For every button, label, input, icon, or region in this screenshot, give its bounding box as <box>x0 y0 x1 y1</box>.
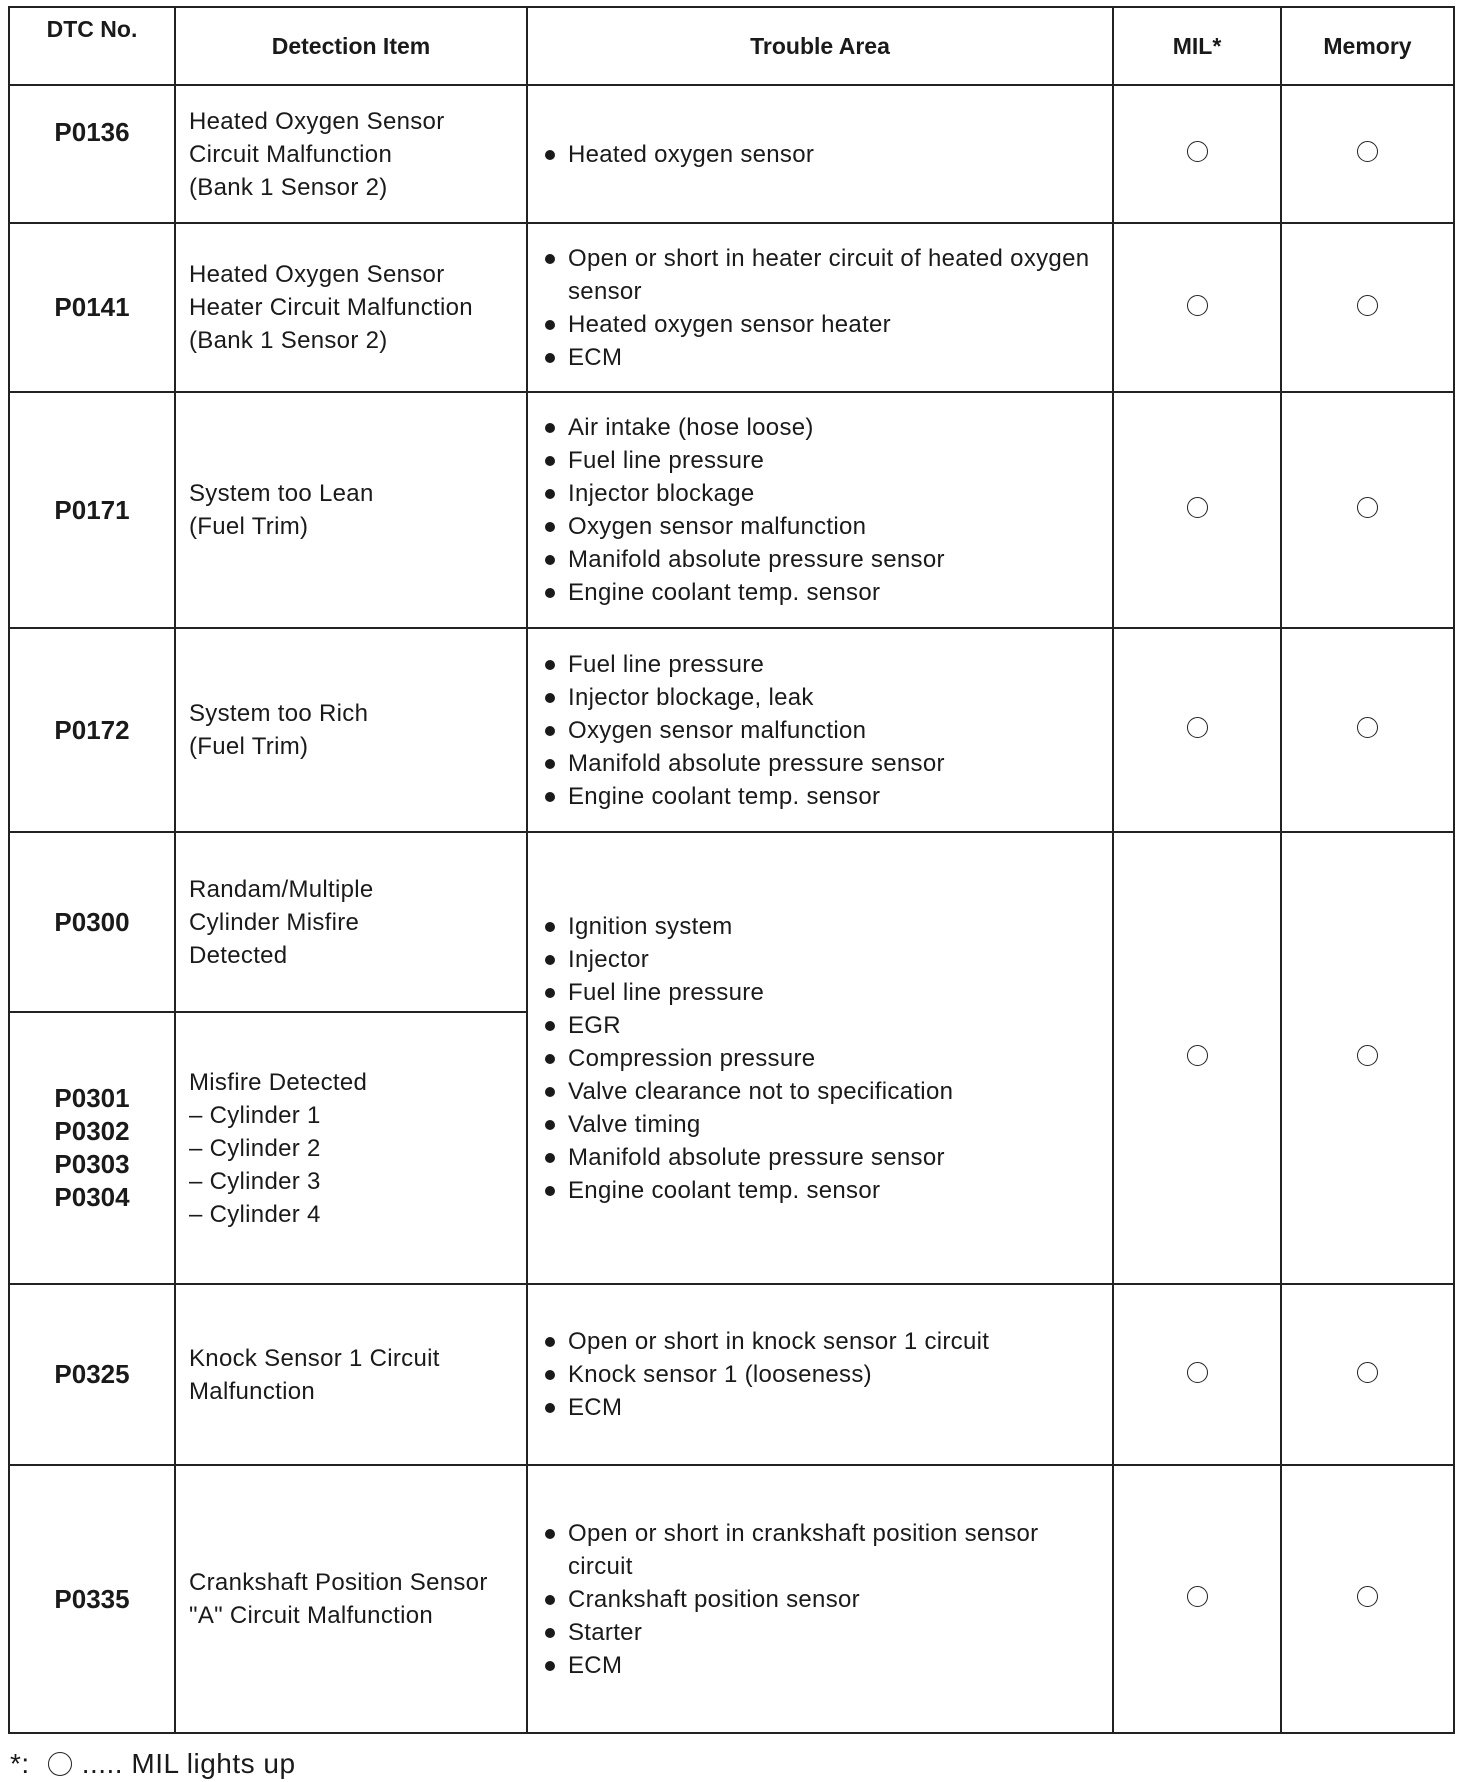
memory-circle-icon <box>1357 1045 1378 1066</box>
detection-line: Misfire Detected <box>189 1068 368 1096</box>
detection-line: Crankshaft Position Sensor <box>189 1569 488 1596</box>
trouble-bullet: ECM <box>542 1649 1102 1682</box>
header-mil: MIL* <box>1113 7 1281 85</box>
mil-circle-icon <box>1187 1045 1208 1066</box>
trouble-bullet: Engine coolant temp. sensor <box>542 780 1102 813</box>
detection-line: Circuit Malfunction <box>189 140 393 168</box>
mil-cell <box>1113 1465 1281 1733</box>
trouble-bullet: Knock sensor 1 (looseness) <box>542 1358 1102 1391</box>
trouble-bullet: Manifold absolute pressure sensor <box>542 747 1102 780</box>
mil-circle-icon <box>1187 1586 1208 1607</box>
trouble-bullet: Injector blockage <box>542 477 1102 510</box>
detection-line: Cylinder Misfire <box>189 908 360 936</box>
trouble-bullet: Starter <box>542 1616 1102 1649</box>
detection-item <box>175 1284 527 1465</box>
memory-circle-icon <box>1357 497 1378 518</box>
trouble-bullet: EGR <box>542 1009 1102 1042</box>
trouble-area <box>527 392 1113 628</box>
table-row <box>9 85 1454 223</box>
detection-line: (Fuel Trim) <box>189 733 309 760</box>
detection-item <box>175 223 527 392</box>
dtc-code: P0171 <box>9 392 175 628</box>
dtc-code: P0302 <box>54 1116 130 1146</box>
footnote <box>10 1748 296 1780</box>
trouble-bullet: ECM <box>542 1391 1102 1424</box>
detection-line: Malfunction <box>189 1377 316 1405</box>
detection-line: Randam/Multiple <box>189 875 374 903</box>
dtc-code-group <box>9 1012 175 1284</box>
mil-circle-icon <box>1187 1362 1208 1383</box>
table-row <box>9 1284 1454 1465</box>
mil-circle-icon <box>1187 295 1208 316</box>
memory-circle-icon <box>1357 141 1378 162</box>
trouble-area <box>527 1465 1113 1733</box>
detection-line: Heater Circuit Malfunction <box>189 294 473 321</box>
detection-item <box>175 85 527 223</box>
dtc-code: P0141 <box>9 223 175 392</box>
trouble-bullet: Open or short in heater circuit of heated oxygen sensor <box>542 242 1102 308</box>
dtc-table <box>8 6 1455 1734</box>
detection-item <box>175 832 527 1012</box>
detection-line: Heated Oxygen Sensor <box>189 107 445 135</box>
header-dtc-no: DTC No. <box>9 7 175 85</box>
dtc-code: P0300 <box>9 832 175 1012</box>
trouble-bullet: Engine coolant temp. sensor <box>542 1174 1102 1207</box>
trouble-bullet: Injector <box>542 943 1102 976</box>
trouble-bullet: Engine coolant temp. sensor <box>542 576 1102 609</box>
header-row <box>9 7 1454 85</box>
mil-circle-icon <box>1187 717 1208 738</box>
detection-item <box>175 1012 527 1284</box>
trouble-area <box>527 85 1113 223</box>
detection-line: Heated Oxygen Sensor <box>189 261 445 288</box>
dtc-code: P0136 <box>9 85 175 223</box>
trouble-bullet: Valve timing <box>542 1108 1102 1141</box>
detection-item <box>175 1465 527 1733</box>
trouble-area <box>527 832 1113 1284</box>
trouble-bullet: Fuel line pressure <box>542 976 1102 1009</box>
detection-line: System too Rich <box>189 700 369 727</box>
mil-cell <box>1113 628 1281 832</box>
memory-cell <box>1281 1465 1454 1733</box>
mil-circle-icon <box>1187 497 1208 518</box>
detection-line: – Cylinder 4 <box>189 1200 321 1228</box>
table-row <box>9 628 1454 832</box>
trouble-bullet: Heated oxygen sensor <box>542 138 1102 171</box>
trouble-area <box>527 628 1113 832</box>
trouble-bullet: Valve clearance not to specification <box>542 1075 1102 1108</box>
trouble-bullet: Heated oxygen sensor heater <box>542 308 1102 341</box>
detection-line: – Cylinder 1 <box>189 1101 321 1129</box>
table-row <box>9 1465 1454 1733</box>
detection-line: – Cylinder 2 <box>189 1134 321 1162</box>
memory-cell <box>1281 832 1454 1284</box>
dtc-code: P0325 <box>9 1284 175 1465</box>
header-memory: Memory <box>1281 7 1454 85</box>
dtc-code: P0303 <box>54 1149 130 1179</box>
memory-cell <box>1281 628 1454 832</box>
trouble-area <box>527 1284 1113 1465</box>
mil-cell <box>1113 223 1281 392</box>
header-trouble-area: Trouble Area <box>527 7 1113 85</box>
trouble-bullet: ECM <box>542 341 1102 374</box>
footnote-text: ..... MIL lights up <box>81 1748 296 1779</box>
detection-line: – Cylinder 3 <box>189 1167 321 1195</box>
trouble-bullet: Manifold absolute pressure sensor <box>542 543 1102 576</box>
trouble-bullet: Oxygen sensor malfunction <box>542 714 1102 747</box>
trouble-bullet: Open or short in crankshaft position sensor circuit <box>542 1517 1102 1583</box>
trouble-bullet: Air intake (hose loose) <box>542 411 1102 444</box>
dtc-code: P0335 <box>9 1465 175 1733</box>
mil-cell <box>1113 392 1281 628</box>
memory-circle-icon <box>1357 1586 1378 1607</box>
trouble-bullet: Fuel line pressure <box>542 648 1102 681</box>
table-row <box>9 392 1454 628</box>
detection-line: Knock Sensor 1 Circuit <box>189 1344 440 1372</box>
memory-cell <box>1281 223 1454 392</box>
mil-cell <box>1113 1284 1281 1465</box>
detection-line: (Bank 1 Sensor 2) <box>189 173 388 201</box>
mil-cell <box>1113 832 1281 1284</box>
table-row <box>9 223 1454 392</box>
trouble-area <box>527 223 1113 392</box>
trouble-bullet: Ignition system <box>542 910 1102 943</box>
table-row <box>9 832 1454 1012</box>
memory-circle-icon <box>1357 717 1378 738</box>
detection-line: System too Lean <box>189 480 374 507</box>
trouble-bullet: Compression pressure <box>542 1042 1102 1075</box>
detection-line: Detected <box>189 941 288 969</box>
mil-circle-icon <box>1187 141 1208 162</box>
trouble-bullet: Open or short in knock sensor 1 circuit <box>542 1325 1102 1358</box>
trouble-bullet: Fuel line pressure <box>542 444 1102 477</box>
dtc-code: P0172 <box>9 628 175 832</box>
memory-circle-icon <box>1357 1362 1378 1383</box>
memory-cell <box>1281 392 1454 628</box>
trouble-bullet: Oxygen sensor malfunction <box>542 510 1102 543</box>
memory-cell <box>1281 85 1454 223</box>
memory-cell <box>1281 1284 1454 1465</box>
footnote-circle-icon <box>48 1752 72 1776</box>
dtc-code: P0301 <box>54 1083 130 1113</box>
trouble-bullet: Crankshaft position sensor <box>542 1583 1102 1616</box>
mil-cell <box>1113 85 1281 223</box>
trouble-bullet: Injector blockage, leak <box>542 681 1102 714</box>
header-detection-item: Detection Item <box>175 7 527 85</box>
detection-line: "A" Circuit Malfunction <box>189 1602 434 1629</box>
detection-item <box>175 628 527 832</box>
footnote-prefix: *: <box>10 1748 30 1779</box>
detection-line: (Fuel Trim) <box>189 513 309 540</box>
detection-item <box>175 392 527 628</box>
dtc-code: P0304 <box>54 1182 130 1212</box>
dtc-table-container <box>8 6 1455 1734</box>
trouble-bullet: Manifold absolute pressure sensor <box>542 1141 1102 1174</box>
memory-circle-icon <box>1357 295 1378 316</box>
detection-line: (Bank 1 Sensor 2) <box>189 327 388 354</box>
